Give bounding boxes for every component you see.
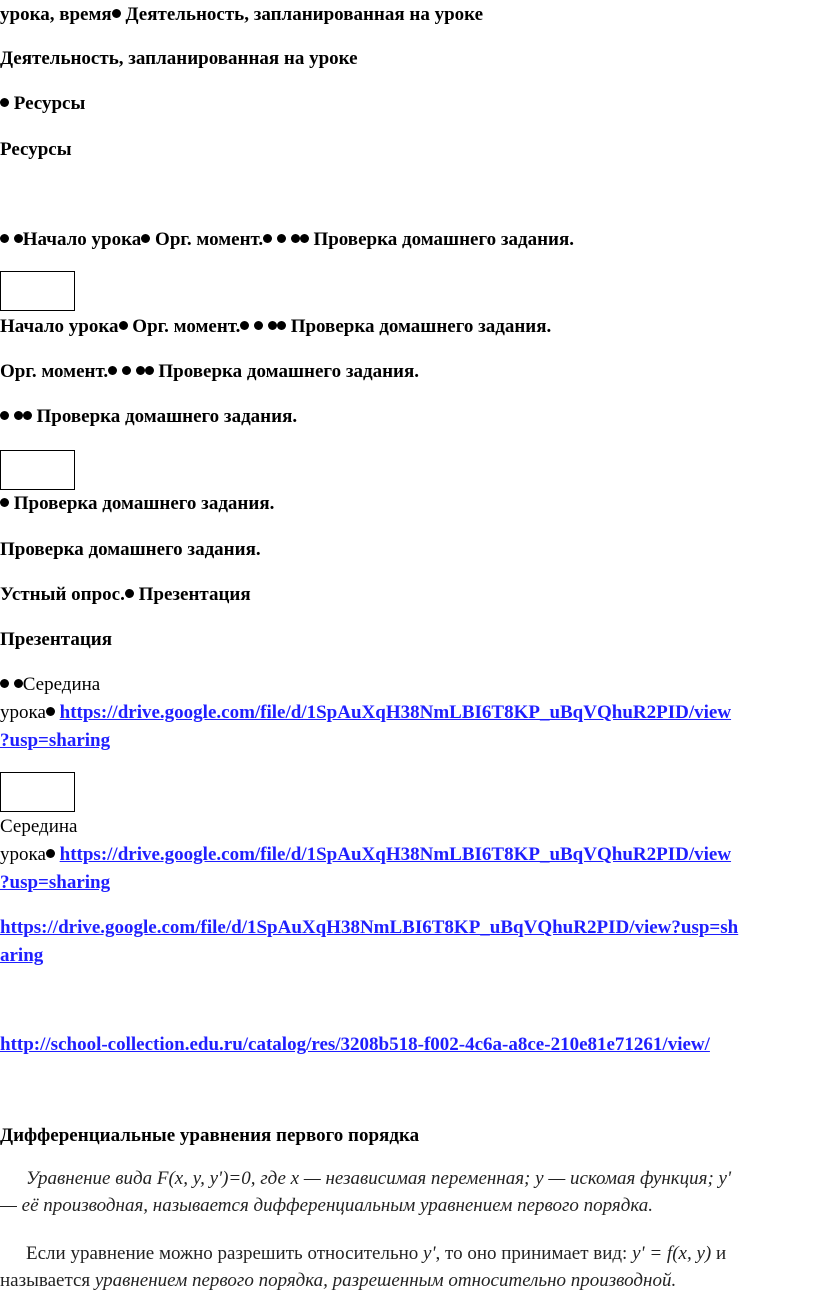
empty-cell-box <box>0 450 75 490</box>
school-collection-link[interactable]: http://school-collection.edu.ru/catalog/res/3208b518-f002-4c6a-a8ce-210e81e71261/view/ <box>0 1034 710 1055</box>
bullet-icon <box>136 366 145 375</box>
text-org-moment: Орг. момент. <box>127 316 241 337</box>
drive-link-continuation[interactable]: ?usp=sharing <box>0 730 111 751</box>
bullet-icon <box>122 366 131 375</box>
text-resources: Ресурсы <box>0 139 72 160</box>
line-org-moment <box>0 361 419 383</box>
text-lesson: урока <box>0 844 46 865</box>
line-start-full <box>0 229 574 251</box>
bullet-icon <box>0 234 9 243</box>
line-presentation <box>0 629 112 651</box>
text-org-moment: Орг. момент. <box>150 229 264 250</box>
text-activity: Деятельность, запланированная на уроке <box>120 4 484 25</box>
bullet-icon <box>14 411 23 420</box>
line-homework-bullets <box>0 406 297 428</box>
explicit-form-paragraph <box>0 1240 814 1294</box>
empty-cell-box <box>0 772 75 812</box>
text-homework-check: Проверка домашнего задания. <box>0 539 261 560</box>
line-lesson-link-cont <box>0 730 110 752</box>
bullet-icon <box>46 707 55 716</box>
line-lesson-link-2-cont <box>0 872 110 894</box>
bullet-icon <box>145 366 154 375</box>
text-segment: , то оно принимает вид: <box>435 1243 633 1264</box>
text-middle: Середина <box>22 674 101 695</box>
explicit-form-line-1 <box>0 1240 814 1267</box>
definition-paragraph <box>0 1165 814 1219</box>
bullet-icon <box>277 234 286 243</box>
text-segment: и <box>711 1243 727 1264</box>
bullet-icon <box>141 234 150 243</box>
text-middle: Середина <box>0 816 78 837</box>
bullet-icon <box>108 366 117 375</box>
line-homework-bullet <box>0 493 274 515</box>
line-homework <box>0 539 261 561</box>
line-lesson-link <box>0 702 731 724</box>
bullet-icon <box>268 321 277 330</box>
text-lesson: урока <box>0 702 46 723</box>
bullet-icon <box>300 234 309 243</box>
text-resources: Ресурсы <box>9 93 86 114</box>
bullet-icon <box>254 321 263 330</box>
line-middle-bullets <box>0 674 100 696</box>
line-activity <box>0 48 358 70</box>
bullet-icon <box>112 9 121 18</box>
line-lesson-time <box>0 4 483 26</box>
line-lesson-link-2 <box>0 844 731 866</box>
math-y-prime: y' <box>423 1243 436 1264</box>
bullet-icon <box>125 589 134 598</box>
line-oral-quiz <box>0 584 251 606</box>
text-homework-check: Проверка домашнего задания. <box>285 316 552 337</box>
line-middle <box>0 816 77 838</box>
line-drive-full <box>0 917 738 939</box>
line-resources <box>0 139 72 161</box>
bullet-icon <box>23 411 32 420</box>
drive-link[interactable]: https://drive.google.com/file/d/1SpAuXqH38NmLBI6T8KP_uBqVQhuR2PID/view <box>59 844 732 865</box>
drive-link[interactable]: https://drive.google.com/file/d/1SpAuXqH38NmLBI6T8KP_uBqVQhuR2PID/view <box>59 702 732 723</box>
text-lesson-start: Начало урока <box>22 229 142 250</box>
text-homework-check: Проверка домашнего задания. <box>153 361 419 382</box>
bullet-icon <box>0 498 9 507</box>
bullet-icon <box>0 411 9 420</box>
text-homework-check: Проверка домашнего задания. <box>31 406 298 427</box>
math-formula: y' = f(x, y) <box>632 1243 712 1264</box>
line-start <box>0 316 551 338</box>
text-oral-quiz: Устный опрос. <box>0 584 125 605</box>
section-heading <box>0 1125 419 1147</box>
line-school-link <box>0 1034 710 1056</box>
drive-full-link[interactable]: https://drive.google.com/file/d/1SpAuXqH38NmLBI6T8KP_uBqVQhuR2PID/view?usp=sh <box>0 917 739 938</box>
bullet-icon <box>14 234 23 243</box>
bullet-icon <box>240 321 249 330</box>
text-segment: называется <box>0 1270 95 1291</box>
bullet-icon <box>263 234 272 243</box>
text-italic-term: уравнением первого порядка, разрешенным относительно производной. <box>94 1270 677 1291</box>
text-presentation: Презентация <box>133 584 251 605</box>
bullet-icon <box>277 321 286 330</box>
bullet-icon <box>14 679 23 688</box>
text-org-moment: Орг. момент. <box>0 361 109 382</box>
text-lesson-time: урока, время <box>0 4 112 25</box>
text-activity: Деятельность, запланированная на уроке <box>0 48 358 69</box>
bullet-icon <box>0 679 9 688</box>
text-lesson-start: Начало урока <box>0 316 119 337</box>
explicit-form-line-2 <box>0 1267 814 1294</box>
empty-cell-box <box>0 271 75 311</box>
definition-line-2: — её производная, называется дифференциальным уравнением первого порядка. <box>0 1195 654 1216</box>
text-homework-check: Проверка домашнего задания. <box>9 493 275 514</box>
text-segment: Если уравнение можно разрешить относительно <box>26 1243 424 1264</box>
text-presentation: Презентация <box>0 629 113 650</box>
definition-line-1: Уравнение вида F(x, y, y')=0, где x — независимая переменная; y — искомая функция; y' <box>26 1168 732 1189</box>
bullet-icon <box>0 98 9 107</box>
drive-full-link-continuation[interactable]: aring <box>0 945 44 966</box>
bullet-icon <box>46 849 55 858</box>
line-drive-full-cont <box>0 945 43 967</box>
drive-link-continuation[interactable]: ?usp=sharing <box>0 872 111 893</box>
line-resources-bullet <box>0 93 85 115</box>
bullet-icon <box>119 321 128 330</box>
heading-text: Дифференциальные уравнения первого порядка <box>0 1125 420 1146</box>
bullet-icon <box>291 234 300 243</box>
text-homework-check: Проверка домашнего задания. <box>308 229 575 250</box>
